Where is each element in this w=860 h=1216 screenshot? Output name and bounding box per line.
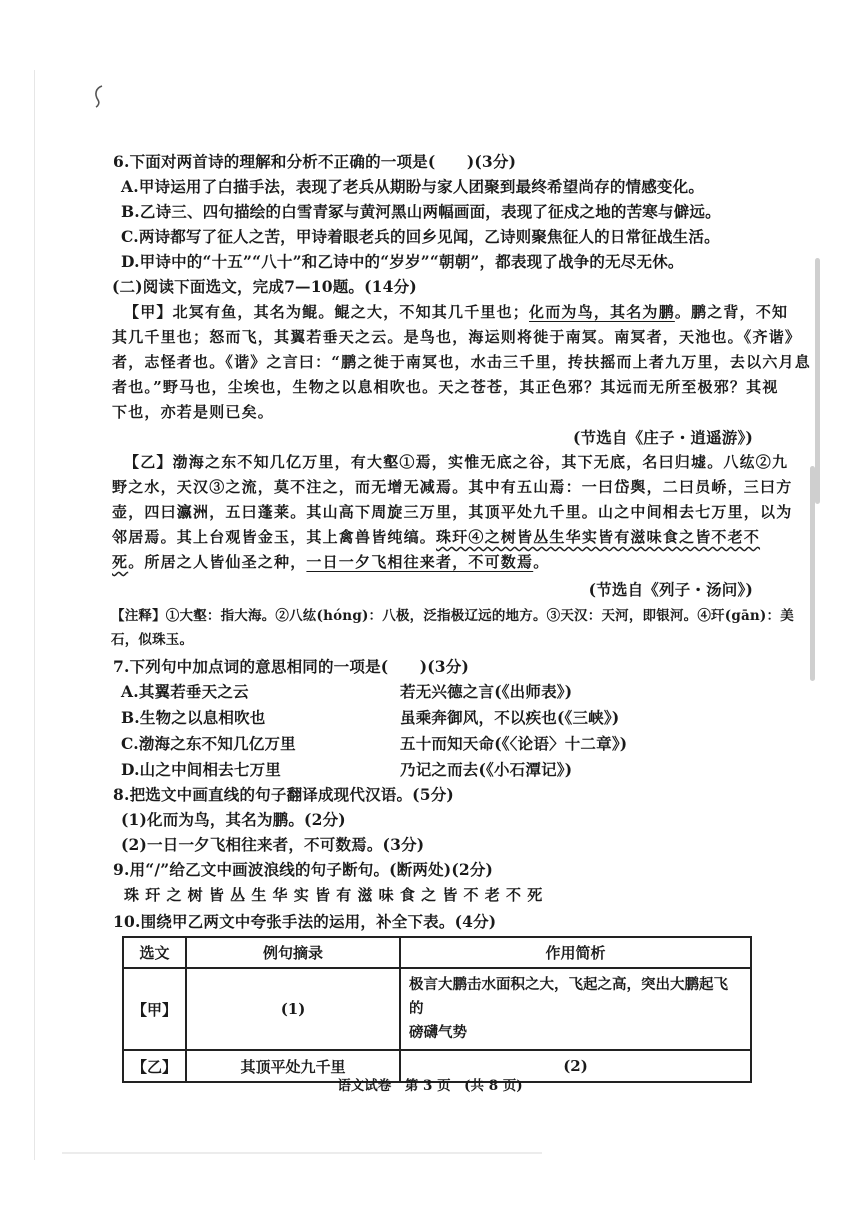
scrollbar-thumb-secondary[interactable] (810, 466, 815, 681)
jia-passage-line-4: 者也。”野马也，尘埃也，生物之以息相吹也。天之苍苍，其正色邪？其远而无所至极邪？其视 (112, 378, 779, 396)
table-header-analysis: 作用简析 (400, 937, 751, 968)
q7-row-b-left: B.生物之以息相吹也 (121, 708, 266, 727)
q7-row-c-left: C.渤海之东不知几亿万里 (121, 734, 296, 753)
jia-passage-line-2: 其几千里也；怒而飞，其翼若垂天之云。是鸟也，海运则将徙于南冥。南冥者，天池也。《齐谐》 (112, 328, 802, 346)
q9-stem: 9.用“/”给乙文中画波浪线的句子断句。(断两处)(2分) (113, 860, 494, 879)
pen-mark-icon (92, 84, 106, 108)
yi-wavy-sentence-end: 死 (112, 553, 129, 571)
q10-stem: 10.围绕甲乙两文中夸张手法的运用，补全下表。(4分) (113, 912, 497, 931)
annotation-line-2: 石，似珠玉。 (111, 632, 194, 648)
q6-option-b: B.乙诗三、四句描绘的白雪青冢与黄河黑山两幅画面，表现了征戍之地的苦寒与僻远。 (121, 202, 721, 221)
yi-source: (节选自《列子・汤问》) (588, 580, 753, 599)
jia-passage-line-3: 者，志怪者也。《谐》之言曰：“鹏之徙于南冥也，水击三千里，抟扶摇而上者九万里，去以六月息 (112, 353, 811, 371)
yi-passage-line-3: 壶，四曰瀛洲，五曰蓬莱。其山高下周旋三万里，其顶平处九千里。山之中间相去七万里，以为 (112, 503, 793, 521)
q6-option-c: C.两诗都写了征人之苦，甲诗着眼老兵的回乡见闻，乙诗则聚焦征人的日常征战生活。 (121, 227, 720, 246)
q7-row-b-right: 虽乘奔御风，不以疾也(《三峡》) (400, 708, 620, 727)
yi-passage-line-4: 邻居焉。其上台观皆金玉，其上禽兽皆纯缟。珠玕④之树皆丛生华实皆有滋味食之皆不老不 (112, 528, 761, 546)
q7-row-d-left: D.山之中间相去七万里 (121, 760, 281, 779)
q7-row-c-right: 五十而知天命(《〈论语〉十二章》) (400, 734, 628, 753)
page-edge-left (34, 70, 35, 1160)
q6-option-a: A.甲诗运用了白描手法，表现了老兵从期盼与家人团聚到最终希望尚存的情感变化。 (121, 177, 705, 196)
q8-stem: 8.把选文中画直线的句子翻译成现代汉语。(5分) (113, 785, 454, 804)
page-footer: 语文试卷 第 3 页 (共 8 页) (337, 1078, 523, 1094)
table-header-example: 例句摘录 (186, 937, 400, 968)
q7-stem: 7.下列句中加点词的意思相同的一项是( )(3分) (113, 657, 470, 676)
table-header-text: 选文 (123, 937, 186, 968)
jia-passage-line-5: 下也，亦若是则已矣。 (112, 403, 275, 421)
table-header-row (123, 937, 751, 968)
section-heading: (二)阅读下面选文，完成7—10题。(14分) (112, 277, 417, 296)
jia-passage-line-1: 【甲】北冥有鱼，其名为鲲。鲲之大，不知其几千里也；化而为鸟，其名为鹏。鹏之背，不知 (124, 303, 789, 321)
q6-stem: 6.下面对两首诗的理解和分析不正确的一项是( )(3分) (113, 152, 517, 171)
annotation-line-1: 【注释】①大壑：指大海。②八纮(hóng)：八极，泛指极辽远的地方。③天汉：天河，即银河。④玕(gān)：美 (111, 608, 794, 624)
table-cell-text: 【乙】 (123, 1050, 186, 1082)
q9-sentence: 珠 玕 之 树 皆 丛 生 华 实 皆 有 滋 味 食 之 皆 不 老 不 死 (124, 886, 543, 904)
jia-underlined-sentence: 化而为鸟，其名为鹏 (529, 303, 675, 321)
answer-blank-1[interactable]: (1) (186, 968, 400, 1050)
table-cell-text: 【甲】 (123, 968, 186, 1050)
q7-row-a-left: A.其翼若垂天之云 (121, 682, 249, 701)
yi-passage-line-2: 野之水，天汉③之流，莫不注之，而无增无减焉。其中有五山焉：一曰岱舆，二曰员峤，三曰方 (112, 478, 793, 496)
q8-sub-2: (2)一日一夕飞相往来者，不可数焉。(3分) (121, 835, 425, 854)
yi-underlined-sentence: 一日一夕飞相往来者，不可数焉 (306, 553, 534, 571)
q7-row-d-right: 乃记之而去(《小石潭记》) (400, 760, 573, 779)
q10-answer-table (122, 936, 752, 1083)
q8-sub-1: (1)化而为鸟，其名为鹏。(2分) (121, 810, 346, 829)
table-row (123, 968, 751, 1050)
page-edge-bottom (62, 1152, 542, 1154)
yi-wavy-sentence: 珠玕④之树皆丛生华实皆有滋味食之皆不老不 (436, 528, 761, 546)
scrollbar-thumb[interactable] (815, 258, 820, 504)
table-cell-example: 其顶平处九千里 (186, 1050, 400, 1082)
q7-row-a-right: 若无兴德之言(《出师表》) (400, 682, 573, 701)
table-cell-analysis: 极言大鹏击水面积之大，飞起之高，突出大鹏起飞的 磅礴气势 (400, 968, 751, 1050)
yi-passage-line-1: 【乙】渤海之东不知几亿万里，有大壑①焉，实惟无底之谷，其下无底，名曰归墟。八纮②九 (124, 453, 789, 471)
answer-blank-2[interactable]: (2) (400, 1050, 751, 1082)
yi-passage-line-5: 死。所居之人皆仙圣之种，一日一夕飞相往来者，不可数焉。 (112, 553, 550, 571)
jia-source: (节选自《庄子・逍遥游》) (572, 428, 753, 447)
q6-option-d: D.甲诗中的“十五”“八十”和乙诗中的“岁岁”“朝朝”，都表现了战争的无尽无休。 (121, 252, 684, 271)
